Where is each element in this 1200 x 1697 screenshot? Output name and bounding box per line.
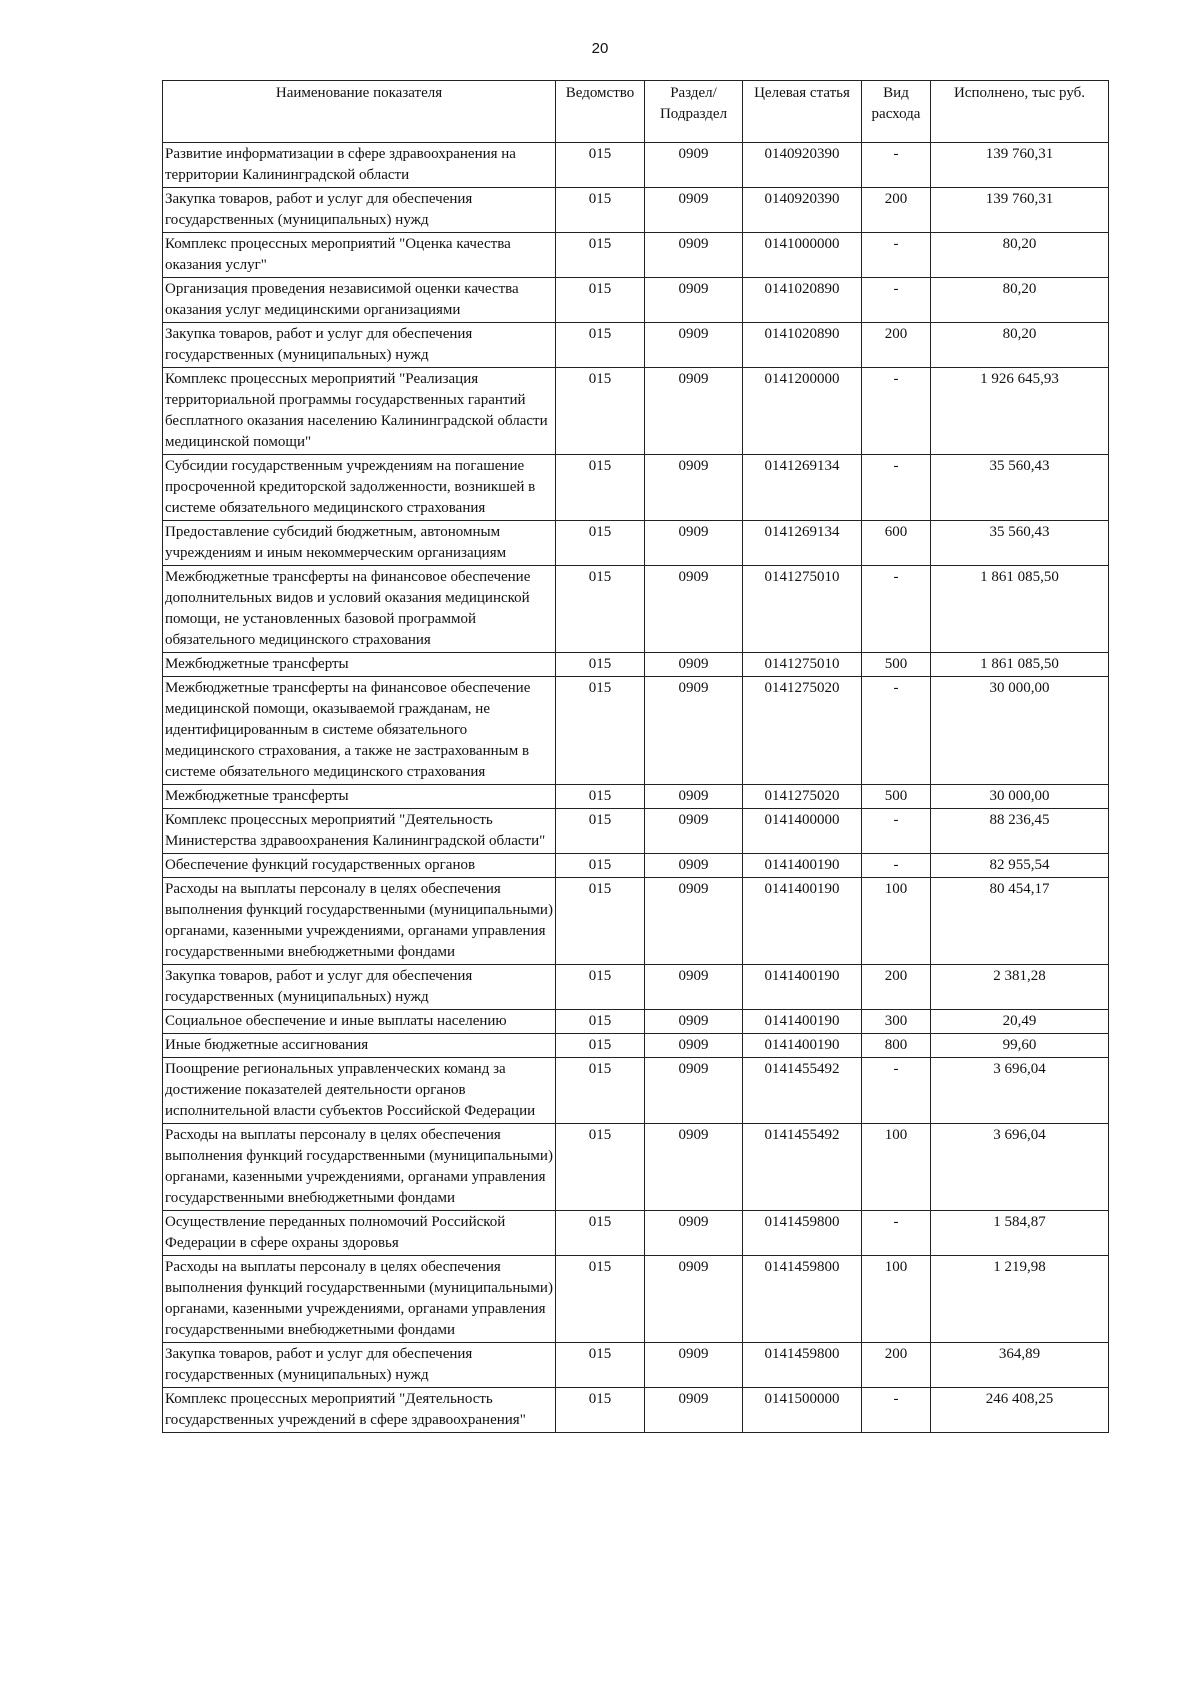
cell-amount: 80,20: [931, 233, 1109, 278]
budget-execution-table: [162, 80, 1109, 1433]
cell-dept: 015: [556, 143, 645, 188]
cell-expense-type: 100: [862, 878, 931, 965]
cell-target: 0141459800: [743, 1256, 862, 1343]
cell-name: Субсидии государственным учреждениям на погашение просроченной кредиторской задолженности, возникшей в системе обязательного медицинского страхования: [163, 455, 556, 521]
table-row: [163, 188, 1109, 233]
cell-expense-type: -: [862, 809, 931, 854]
cell-amount: 1 584,87: [931, 1211, 1109, 1256]
cell-section: 0909: [645, 677, 743, 785]
cell-dept: 015: [556, 278, 645, 323]
cell-amount: 1 861 085,50: [931, 653, 1109, 677]
table-row: [163, 677, 1109, 785]
cell-name: Предоставление субсидий бюджетным, автономным учреждениям и иным некоммерческим организациям: [163, 521, 556, 566]
cell-name: Закупка товаров, работ и услуг для обеспечения государственных (муниципальных) нужд: [163, 188, 556, 233]
cell-expense-type: 800: [862, 1034, 931, 1058]
cell-name: Расходы на выплаты персоналу в целях обеспечения выполнения функций государственными (муниципальными) органами, казенными учреждениями, органами управления государственными внебюджетными фондами: [163, 878, 556, 965]
cell-section: 0909: [645, 566, 743, 653]
page-number: 20: [591, 40, 609, 57]
cell-expense-type: 200: [862, 1343, 931, 1388]
cell-name: Межбюджетные трансферты на финансовое обеспечение дополнительных видов и условий оказания медицинской помощи, не установленных базовой программой обязательного медицинского страхования: [163, 566, 556, 653]
table-row: [163, 278, 1109, 323]
cell-section: 0909: [645, 1343, 743, 1388]
table-row: [163, 323, 1109, 368]
table-row: [163, 653, 1109, 677]
cell-amount: 82 955,54: [931, 854, 1109, 878]
cell-amount: 3 696,04: [931, 1058, 1109, 1124]
cell-target: 0141275020: [743, 785, 862, 809]
cell-amount: 35 560,43: [931, 455, 1109, 521]
cell-target: 0141400190: [743, 878, 862, 965]
cell-dept: 015: [556, 1010, 645, 1034]
header-row: [163, 81, 1109, 143]
table-header: [163, 81, 1109, 143]
cell-amount: 1 926 645,93: [931, 368, 1109, 455]
cell-section: 0909: [645, 854, 743, 878]
cell-name: Закупка товаров, работ и услуг для обеспечения государственных (муниципальных) нужд: [163, 323, 556, 368]
table-row: [163, 1124, 1109, 1211]
cell-target: 0141459800: [743, 1211, 862, 1256]
header-expense-type: Вид расхода: [862, 81, 931, 143]
cell-target: 0141400190: [743, 854, 862, 878]
cell-expense-type: 200: [862, 323, 931, 368]
cell-target: 0141020890: [743, 323, 862, 368]
cell-amount: 80,20: [931, 323, 1109, 368]
table-row: [163, 854, 1109, 878]
cell-section: 0909: [645, 368, 743, 455]
cell-target: 0141500000: [743, 1388, 862, 1433]
cell-section: 0909: [645, 878, 743, 965]
cell-dept: 015: [556, 521, 645, 566]
cell-name: Расходы на выплаты персоналу в целях обеспечения выполнения функций государственными (муниципальными) органами, казенными учреждениями, органами управления государственными внебюджетными фондами: [163, 1124, 556, 1211]
cell-expense-type: -: [862, 278, 931, 323]
cell-expense-type: 500: [862, 785, 931, 809]
table-row: [163, 1010, 1109, 1034]
cell-target: 0141400190: [743, 1034, 862, 1058]
cell-target: 0141000000: [743, 233, 862, 278]
cell-target: 0141269134: [743, 521, 862, 566]
cell-expense-type: 200: [862, 965, 931, 1010]
cell-name: Закупка товаров, работ и услуг для обеспечения государственных (муниципальных) нужд: [163, 1343, 556, 1388]
cell-target: 0141275010: [743, 566, 862, 653]
cell-name: Межбюджетные трансферты: [163, 785, 556, 809]
cell-section: 0909: [645, 1124, 743, 1211]
cell-expense-type: 200: [862, 188, 931, 233]
cell-target: 0141455492: [743, 1058, 862, 1124]
cell-dept: 015: [556, 188, 645, 233]
cell-section: 0909: [645, 455, 743, 521]
cell-name: Поощрение региональных управленческих команд за достижение показателей деятельности органов исполнительной власти субъектов Российской Федерации: [163, 1058, 556, 1124]
table-row: [163, 455, 1109, 521]
cell-amount: 20,49: [931, 1010, 1109, 1034]
cell-section: 0909: [645, 965, 743, 1010]
cell-amount: 80 454,17: [931, 878, 1109, 965]
cell-target: 0141400190: [743, 1010, 862, 1034]
cell-name: Межбюджетные трансферты на финансовое обеспечение медицинской помощи, оказываемой гражданам, не идентифицированным в системе обязательного медицинского страхования, а также не застрахованным в системе обязательного медицинского страхования: [163, 677, 556, 785]
cell-dept: 015: [556, 1388, 645, 1433]
cell-name: Комплекс процессных мероприятий "Оценка качества оказания услуг": [163, 233, 556, 278]
table-row: [163, 809, 1109, 854]
cell-expense-type: 300: [862, 1010, 931, 1034]
cell-expense-type: 100: [862, 1256, 931, 1343]
header-executed: Исполнено, тыс руб.: [931, 81, 1109, 143]
cell-name: Закупка товаров, работ и услуг для обеспечения государственных (муниципальных) нужд: [163, 965, 556, 1010]
cell-expense-type: -: [862, 854, 931, 878]
table-row: [163, 233, 1109, 278]
cell-name: Развитие информатизации в сфере здравоохранения на территории Калининградской области: [163, 143, 556, 188]
cell-name: Расходы на выплаты персоналу в целях обеспечения выполнения функций государственными (муниципальными) органами, казенными учреждениями, органами управления государственными внебюджетными фондами: [163, 1256, 556, 1343]
cell-section: 0909: [645, 1034, 743, 1058]
cell-section: 0909: [645, 188, 743, 233]
cell-dept: 015: [556, 653, 645, 677]
cell-target: 0141020890: [743, 278, 862, 323]
header-name: Наименование показателя: [163, 81, 556, 143]
table-row: [163, 143, 1109, 188]
cell-dept: 015: [556, 878, 645, 965]
cell-amount: 2 381,28: [931, 965, 1109, 1010]
cell-expense-type: -: [862, 1388, 931, 1433]
cell-name: Комплекс процессных мероприятий "Реализация территориальной программы государственных гарантий бесплатного оказания населению Калининградской области медицинской помощи": [163, 368, 556, 455]
table-row: [163, 566, 1109, 653]
cell-section: 0909: [645, 785, 743, 809]
cell-target: 0141459800: [743, 1343, 862, 1388]
table-row: [163, 785, 1109, 809]
table-row: [163, 1343, 1109, 1388]
cell-dept: 015: [556, 854, 645, 878]
cell-dept: 015: [556, 566, 645, 653]
cell-amount: 30 000,00: [931, 785, 1109, 809]
cell-amount: 246 408,25: [931, 1388, 1109, 1433]
cell-amount: 80,20: [931, 278, 1109, 323]
cell-name: Комплекс процессных мероприятий "Деятельность Министерства здравоохранения Калининградской области": [163, 809, 556, 854]
cell-expense-type: 500: [862, 653, 931, 677]
cell-amount: 30 000,00: [931, 677, 1109, 785]
cell-section: 0909: [645, 233, 743, 278]
cell-expense-type: -: [862, 233, 931, 278]
cell-expense-type: -: [862, 1058, 931, 1124]
table-row: [163, 1388, 1109, 1433]
cell-amount: 3 696,04: [931, 1124, 1109, 1211]
table-row: [163, 521, 1109, 566]
cell-section: 0909: [645, 1388, 743, 1433]
header-dept: Ведомство: [556, 81, 645, 143]
cell-dept: 015: [556, 677, 645, 785]
table-row: [163, 1256, 1109, 1343]
cell-dept: 015: [556, 368, 645, 455]
cell-section: 0909: [645, 143, 743, 188]
cell-section: 0909: [645, 323, 743, 368]
cell-name: Обеспечение функций государственных органов: [163, 854, 556, 878]
cell-name: Комплекс процессных мероприятий "Деятельность государственных учреждений в сфере здравоохранения": [163, 1388, 556, 1433]
cell-amount: 88 236,45: [931, 809, 1109, 854]
cell-dept: 015: [556, 455, 645, 521]
cell-target: 0141200000: [743, 368, 862, 455]
cell-section: 0909: [645, 1010, 743, 1034]
cell-dept: 015: [556, 1211, 645, 1256]
cell-amount: 139 760,31: [931, 143, 1109, 188]
cell-name: Организация проведения независимой оценки качества оказания услуг медицинскими организациями: [163, 278, 556, 323]
table-row: [163, 965, 1109, 1010]
table-body: [163, 143, 1109, 1433]
table-row: [163, 1211, 1109, 1256]
cell-expense-type: -: [862, 143, 931, 188]
cell-expense-type: -: [862, 566, 931, 653]
cell-name: Осуществление переданных полномочий Российской Федерации в сфере охраны здоровья: [163, 1211, 556, 1256]
cell-name: Социальное обеспечение и иные выплаты населению: [163, 1010, 556, 1034]
cell-target: 0141269134: [743, 455, 862, 521]
cell-section: 0909: [645, 653, 743, 677]
cell-expense-type: -: [862, 1211, 931, 1256]
cell-target: 0140920390: [743, 143, 862, 188]
header-target: Целевая статья: [743, 81, 862, 143]
cell-dept: 015: [556, 809, 645, 854]
cell-dept: 015: [556, 1058, 645, 1124]
cell-dept: 015: [556, 1343, 645, 1388]
cell-amount: 35 560,43: [931, 521, 1109, 566]
cell-dept: 015: [556, 1034, 645, 1058]
cell-expense-type: 100: [862, 1124, 931, 1211]
cell-dept: 015: [556, 1256, 645, 1343]
cell-name: Иные бюджетные ассигнования: [163, 1034, 556, 1058]
cell-dept: 015: [556, 785, 645, 809]
cell-target: 0141400000: [743, 809, 862, 854]
cell-amount: 99,60: [931, 1034, 1109, 1058]
cell-expense-type: -: [862, 368, 931, 455]
table-row: [163, 1058, 1109, 1124]
cell-amount: 139 760,31: [931, 188, 1109, 233]
cell-dept: 015: [556, 323, 645, 368]
cell-target: 0141275010: [743, 653, 862, 677]
cell-section: 0909: [645, 1211, 743, 1256]
cell-dept: 015: [556, 233, 645, 278]
cell-amount: 364,89: [931, 1343, 1109, 1388]
cell-section: 0909: [645, 809, 743, 854]
cell-target: 0141400190: [743, 965, 862, 1010]
cell-section: 0909: [645, 521, 743, 566]
cell-section: 0909: [645, 1058, 743, 1124]
cell-expense-type: -: [862, 677, 931, 785]
cell-expense-type: 600: [862, 521, 931, 566]
cell-amount: 1 861 085,50: [931, 566, 1109, 653]
cell-section: 0909: [645, 1256, 743, 1343]
table-row: [163, 878, 1109, 965]
cell-name: Межбюджетные трансферты: [163, 653, 556, 677]
cell-target: 0141275020: [743, 677, 862, 785]
cell-target: 0141455492: [743, 1124, 862, 1211]
table-row: [163, 368, 1109, 455]
cell-expense-type: -: [862, 455, 931, 521]
header-section: Раздел/ Подраздел: [645, 81, 743, 143]
table-row: [163, 1034, 1109, 1058]
cell-amount: 1 219,98: [931, 1256, 1109, 1343]
cell-dept: 015: [556, 965, 645, 1010]
cell-target: 0140920390: [743, 188, 862, 233]
cell-section: 0909: [645, 278, 743, 323]
cell-dept: 015: [556, 1124, 645, 1211]
